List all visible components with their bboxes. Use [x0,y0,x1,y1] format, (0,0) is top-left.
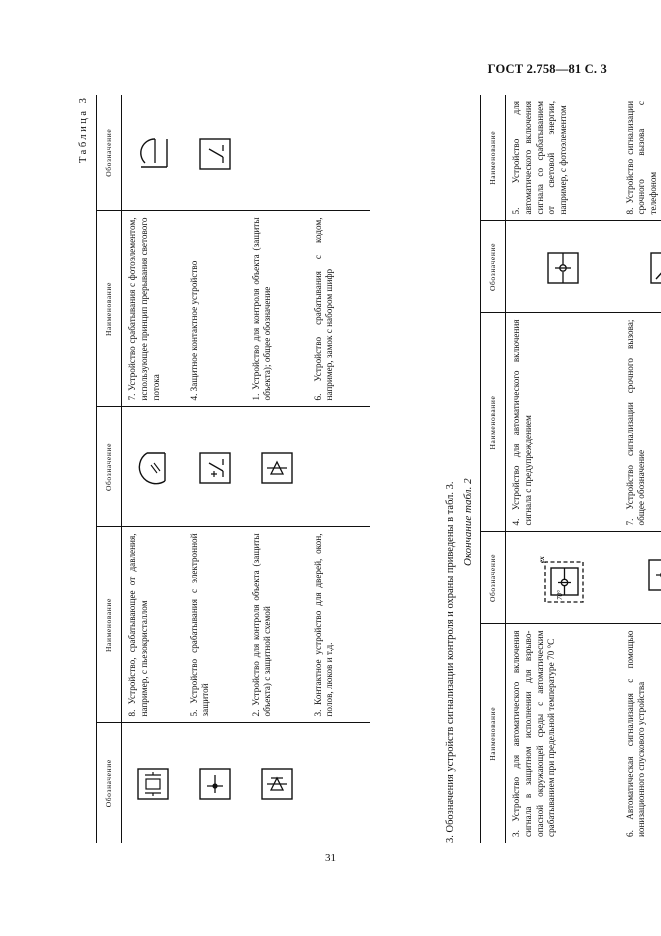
table3-col-symbol: Обозначение [97,407,122,527]
table3-row [122,95,184,843]
rotated-content [78,95,659,843]
table3-row-symbol [246,723,308,843]
page-number: 31 [325,852,336,864]
table2-col-symbol: Обозначение [481,532,506,624]
table3-row-symbol [308,95,370,211]
note-line-2: приведены в табл. 3. [445,481,456,574]
note-line-1: 3. Обозначения устройств сигнализации контроля и охраны [445,575,456,843]
pressure-piezo-icon [135,763,171,803]
table2-col-name: Наименование [481,313,506,532]
object-monitor-protected-icon [259,763,295,803]
section-note [444,95,459,843]
table2-header-row [481,95,506,843]
table3-row-name: 6. Устройство срабатывания с кодом, например, замок с набором шифр [308,211,370,407]
table3-row-name: 8. Устройство, срабатывающее от давления, например, с пьезокристаллом [122,527,184,723]
page-header: ГОСТ 2.758—81 С. 3 [487,62,607,76]
table3-col-symbol: Обозначение [97,723,122,843]
table3-caption: Таблица 3 [78,95,89,163]
table2-row-symbol [620,221,661,313]
emergency-call-icon [648,247,661,287]
table3-row [246,95,308,843]
table3-row-symbol [184,723,246,843]
table2-row [506,95,620,843]
table3-row-name: 1. Устройство для контроля объекта (защиты объекта); общее обозначение [246,211,308,407]
table2-row-name: 4. Устройство для автоматического включения сигнала с предупреждением [506,313,620,532]
table3-header-row [97,95,122,843]
table3-row-symbol [308,723,370,843]
table3 [96,95,370,843]
table3-row [308,95,370,843]
table2-row [620,95,661,843]
rotated-content-area [78,95,659,843]
table2-col-name: Наименование [481,95,506,221]
temperature-label: 70° [555,590,564,600]
table3-row-symbol [308,407,370,527]
table3-row-name: 4. Защитное контактное устройство [184,211,246,407]
table3-row-name: 2. Устройство для контроля объекта (защиты объекта) с защитной схемой [246,527,308,723]
electronic-protection-icon [197,763,233,803]
table2-row-name: 6. Автоматическая сигнализация с помощью ионизационного спускового устройства [624,630,647,837]
warning-trigger-icon [545,247,581,287]
table2-row-name: 7. Устройство сигнализации срочного вызова; общее обозначение [620,313,661,532]
table3-row-symbol [122,723,184,843]
table2-col-name: Наименование [481,624,506,843]
table3-row-symbol [246,95,308,211]
table3-row-name: 5. Устройство срабатывания с электронной защитой [184,527,246,723]
table3-row-symbol [246,407,308,527]
table3-row-name: 7. Устройство срабатывания с фотоэлементом, использующее принцип прерывания светового потока [122,211,184,407]
table3-col-symbol: Обозначение [97,95,122,211]
table3-row-symbol [122,95,184,211]
table3-row-symbol [184,95,246,211]
table2-row-symbol [506,532,620,624]
light-trigger-icon [644,554,661,602]
table2-caption: Окончание табл. 2 [462,478,474,566]
table2-row-name: 5. Устройство для автоматического включения сигнала со срабатыванием от световой энергии, например, с фотоэлементом [506,95,620,221]
ex-label: ex [537,556,546,563]
table3-row-symbol [184,407,246,527]
table3-row-name: 3. Контактное устройство для дверей, окон, полов, люков и т.д. [308,527,370,723]
table3-row [184,95,246,843]
contact-device-icon [197,133,233,173]
table2 [480,95,661,843]
photoelectric-beam-icon [135,447,171,487]
code-lock-icon [135,133,171,173]
table3-col-name: Наименование [97,527,122,723]
table2-col-symbol: Обозначение [481,221,506,313]
explosion-proof-detector-icon [535,548,591,608]
table3-row-symbol [122,407,184,527]
table2-row-symbol [620,532,661,624]
table3-col-name: Наименование [97,211,122,407]
object-monitor-icon [259,447,295,487]
table2-row-name: 3. Устройство для автоматического включения сигнала в защитном исполнении для взрыво-опасной окружающей среды с автоматическим срабатыванием при предельной температуре 70 °С [511,630,557,837]
protective-contact-icon [197,447,233,487]
table2-row-symbol [506,221,620,313]
table2-row-name: 8. Устройство сигнализации срочного вызова с телефоном [620,95,661,221]
